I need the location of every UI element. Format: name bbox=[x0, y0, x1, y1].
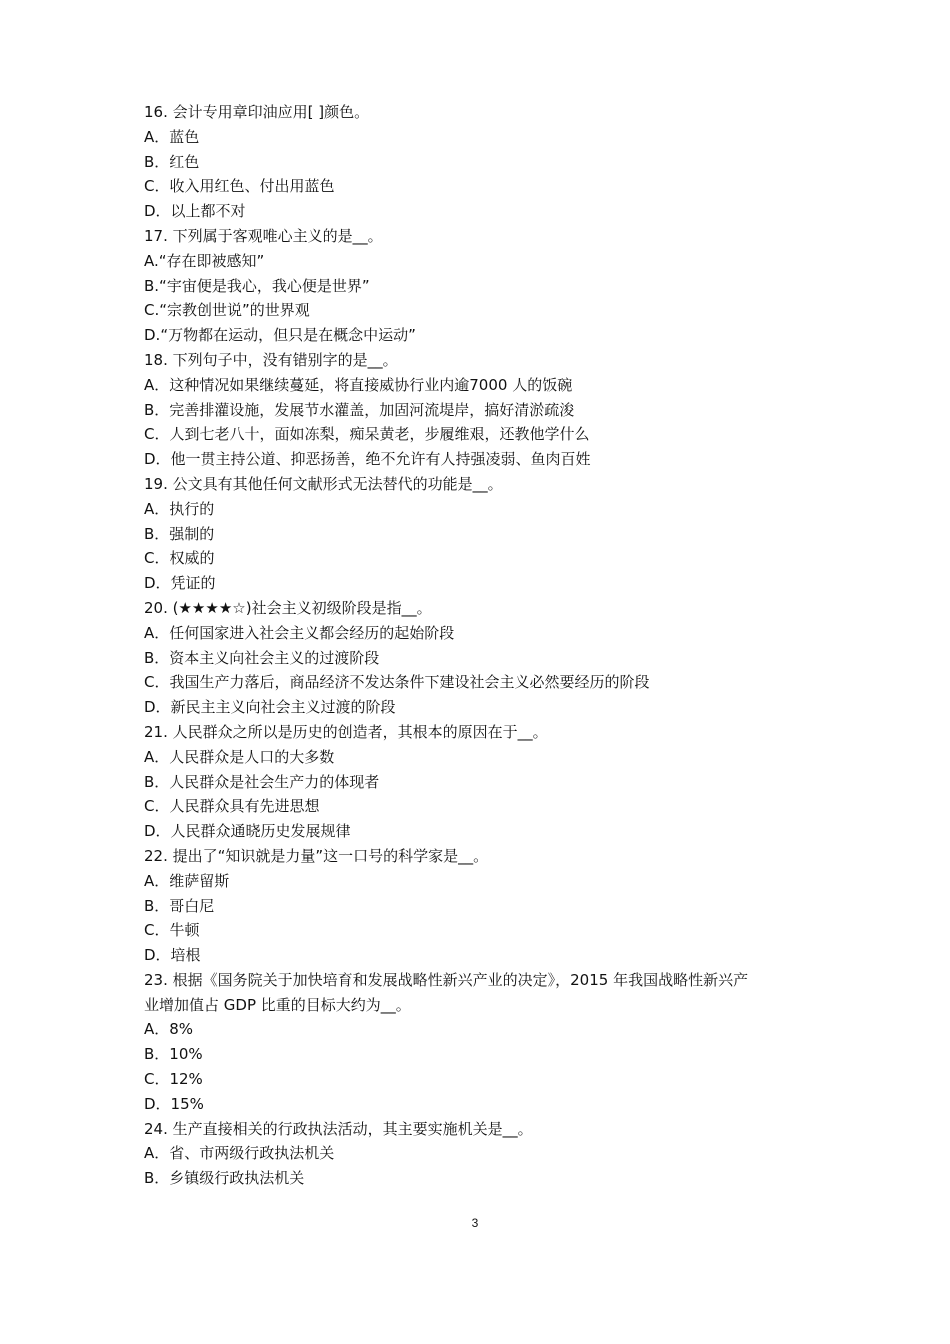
option-24a: A．省、市两级行政执法机关 bbox=[144, 1144, 335, 1163]
option-20d: D．新民主主义向社会主义过渡的阶段 bbox=[144, 698, 396, 717]
option-22c: C．牛顿 bbox=[144, 921, 200, 940]
question-21-stem: 21. 人民群众之所以是历史的创造者，其根本的原因在于__。 bbox=[144, 722, 548, 741]
question-18-stem: 18. 下列句子中，没有错别字的是__。 bbox=[144, 350, 398, 369]
question-19-stem: 19. 公文具有其他任何文献形式无法替代的功能是__。 bbox=[144, 474, 503, 493]
option-19a: A．执行的 bbox=[144, 499, 215, 518]
option-23c: C．12% bbox=[144, 1070, 203, 1089]
question-20-stem: 20. (★★★★☆)社会主义初级阶段是指__。 bbox=[144, 598, 432, 617]
question-23-stem-line1: 23. 根据《国务院关于加快培育和发展战略性新兴产业的决定》，2015 年我国战略性新兴产 bbox=[144, 970, 749, 989]
option-18c: C．人到七老八十，面如冻梨，痴呆黄老，步履维艰，还教他学什么 bbox=[144, 425, 590, 444]
option-16d: D．以上都不对 bbox=[144, 202, 246, 221]
option-19c: C．权威的 bbox=[144, 549, 215, 568]
option-17c: C.“宗教创世说”的世界观 bbox=[144, 301, 310, 320]
option-24b: B．乡镇级行政执法机关 bbox=[144, 1169, 305, 1188]
question-24-stem: 24. 生产直接相关的行政执法活动，其主要实施机关是__。 bbox=[144, 1119, 533, 1138]
option-23b: B．10% bbox=[144, 1045, 203, 1064]
option-18d: D．他一贯主持公道、抑恶扬善，绝不允许有人持强凌弱、鱼肉百姓 bbox=[144, 450, 591, 469]
option-17b: B.“宇宙便是我心，我心便是世界” bbox=[144, 276, 370, 295]
option-21d: D．人民群众通晓历史发展规律 bbox=[144, 822, 351, 841]
question-16-stem: 16. 会计专用章印油应用[ ]颜色。 bbox=[144, 103, 370, 121]
option-16b: B．红色 bbox=[144, 152, 200, 171]
option-17a: A.“存在即被感知” bbox=[144, 251, 265, 270]
option-21b: B．人民群众是社会生产力的体现者 bbox=[144, 772, 380, 791]
question-23-stem-line2: 业增加值占 GDP 比重的目标大约为__。 bbox=[144, 995, 411, 1014]
option-22b: B．哥白尼 bbox=[144, 896, 215, 915]
question-22-stem: 22. 提出了“知识就是力量”这一口号的科学家是__。 bbox=[144, 846, 489, 865]
option-16a: A．蓝色 bbox=[144, 127, 200, 146]
page-number: 3 bbox=[471, 1216, 479, 1230]
option-17d: D.“万物都在运动，但只是在概念中运动” bbox=[144, 326, 416, 345]
question-17-stem: 17. 下列属于客观唯心主义的是__。 bbox=[144, 226, 383, 245]
option-23d: D．15% bbox=[144, 1094, 204, 1113]
option-22d: D．培根 bbox=[144, 946, 201, 965]
option-16c: C．收入用红色、付出用蓝色 bbox=[144, 177, 335, 196]
option-19b: B．强制的 bbox=[144, 524, 215, 543]
option-21c: C．人民群众具有先进思想 bbox=[144, 797, 320, 816]
question-list bbox=[144, 100, 824, 1191]
option-21a: A．人民群众是人口的大多数 bbox=[144, 747, 335, 766]
option-20a: A．任何国家进入社会主义都会经历的起始阶段 bbox=[144, 623, 455, 642]
option-20b: B．资本主义向社会主义的过渡阶段 bbox=[144, 648, 380, 667]
option-18b: B．完善排灌设施，发展节水灌盖，加固河流堤岸，搞好清淤疏浚 bbox=[144, 400, 575, 419]
option-20c: C．我国生产力落后，商品经济不发达条件下建设社会主义必然要经历的阶段 bbox=[144, 673, 650, 692]
option-23a: A．8% bbox=[144, 1020, 194, 1039]
option-18a: A．这种情况如果继续蔓延，将直接威协行业内逾7000 人的饭碗 bbox=[144, 375, 573, 394]
option-22a: A．维萨留斯 bbox=[144, 871, 230, 890]
option-19d: D．凭证的 bbox=[144, 574, 216, 593]
